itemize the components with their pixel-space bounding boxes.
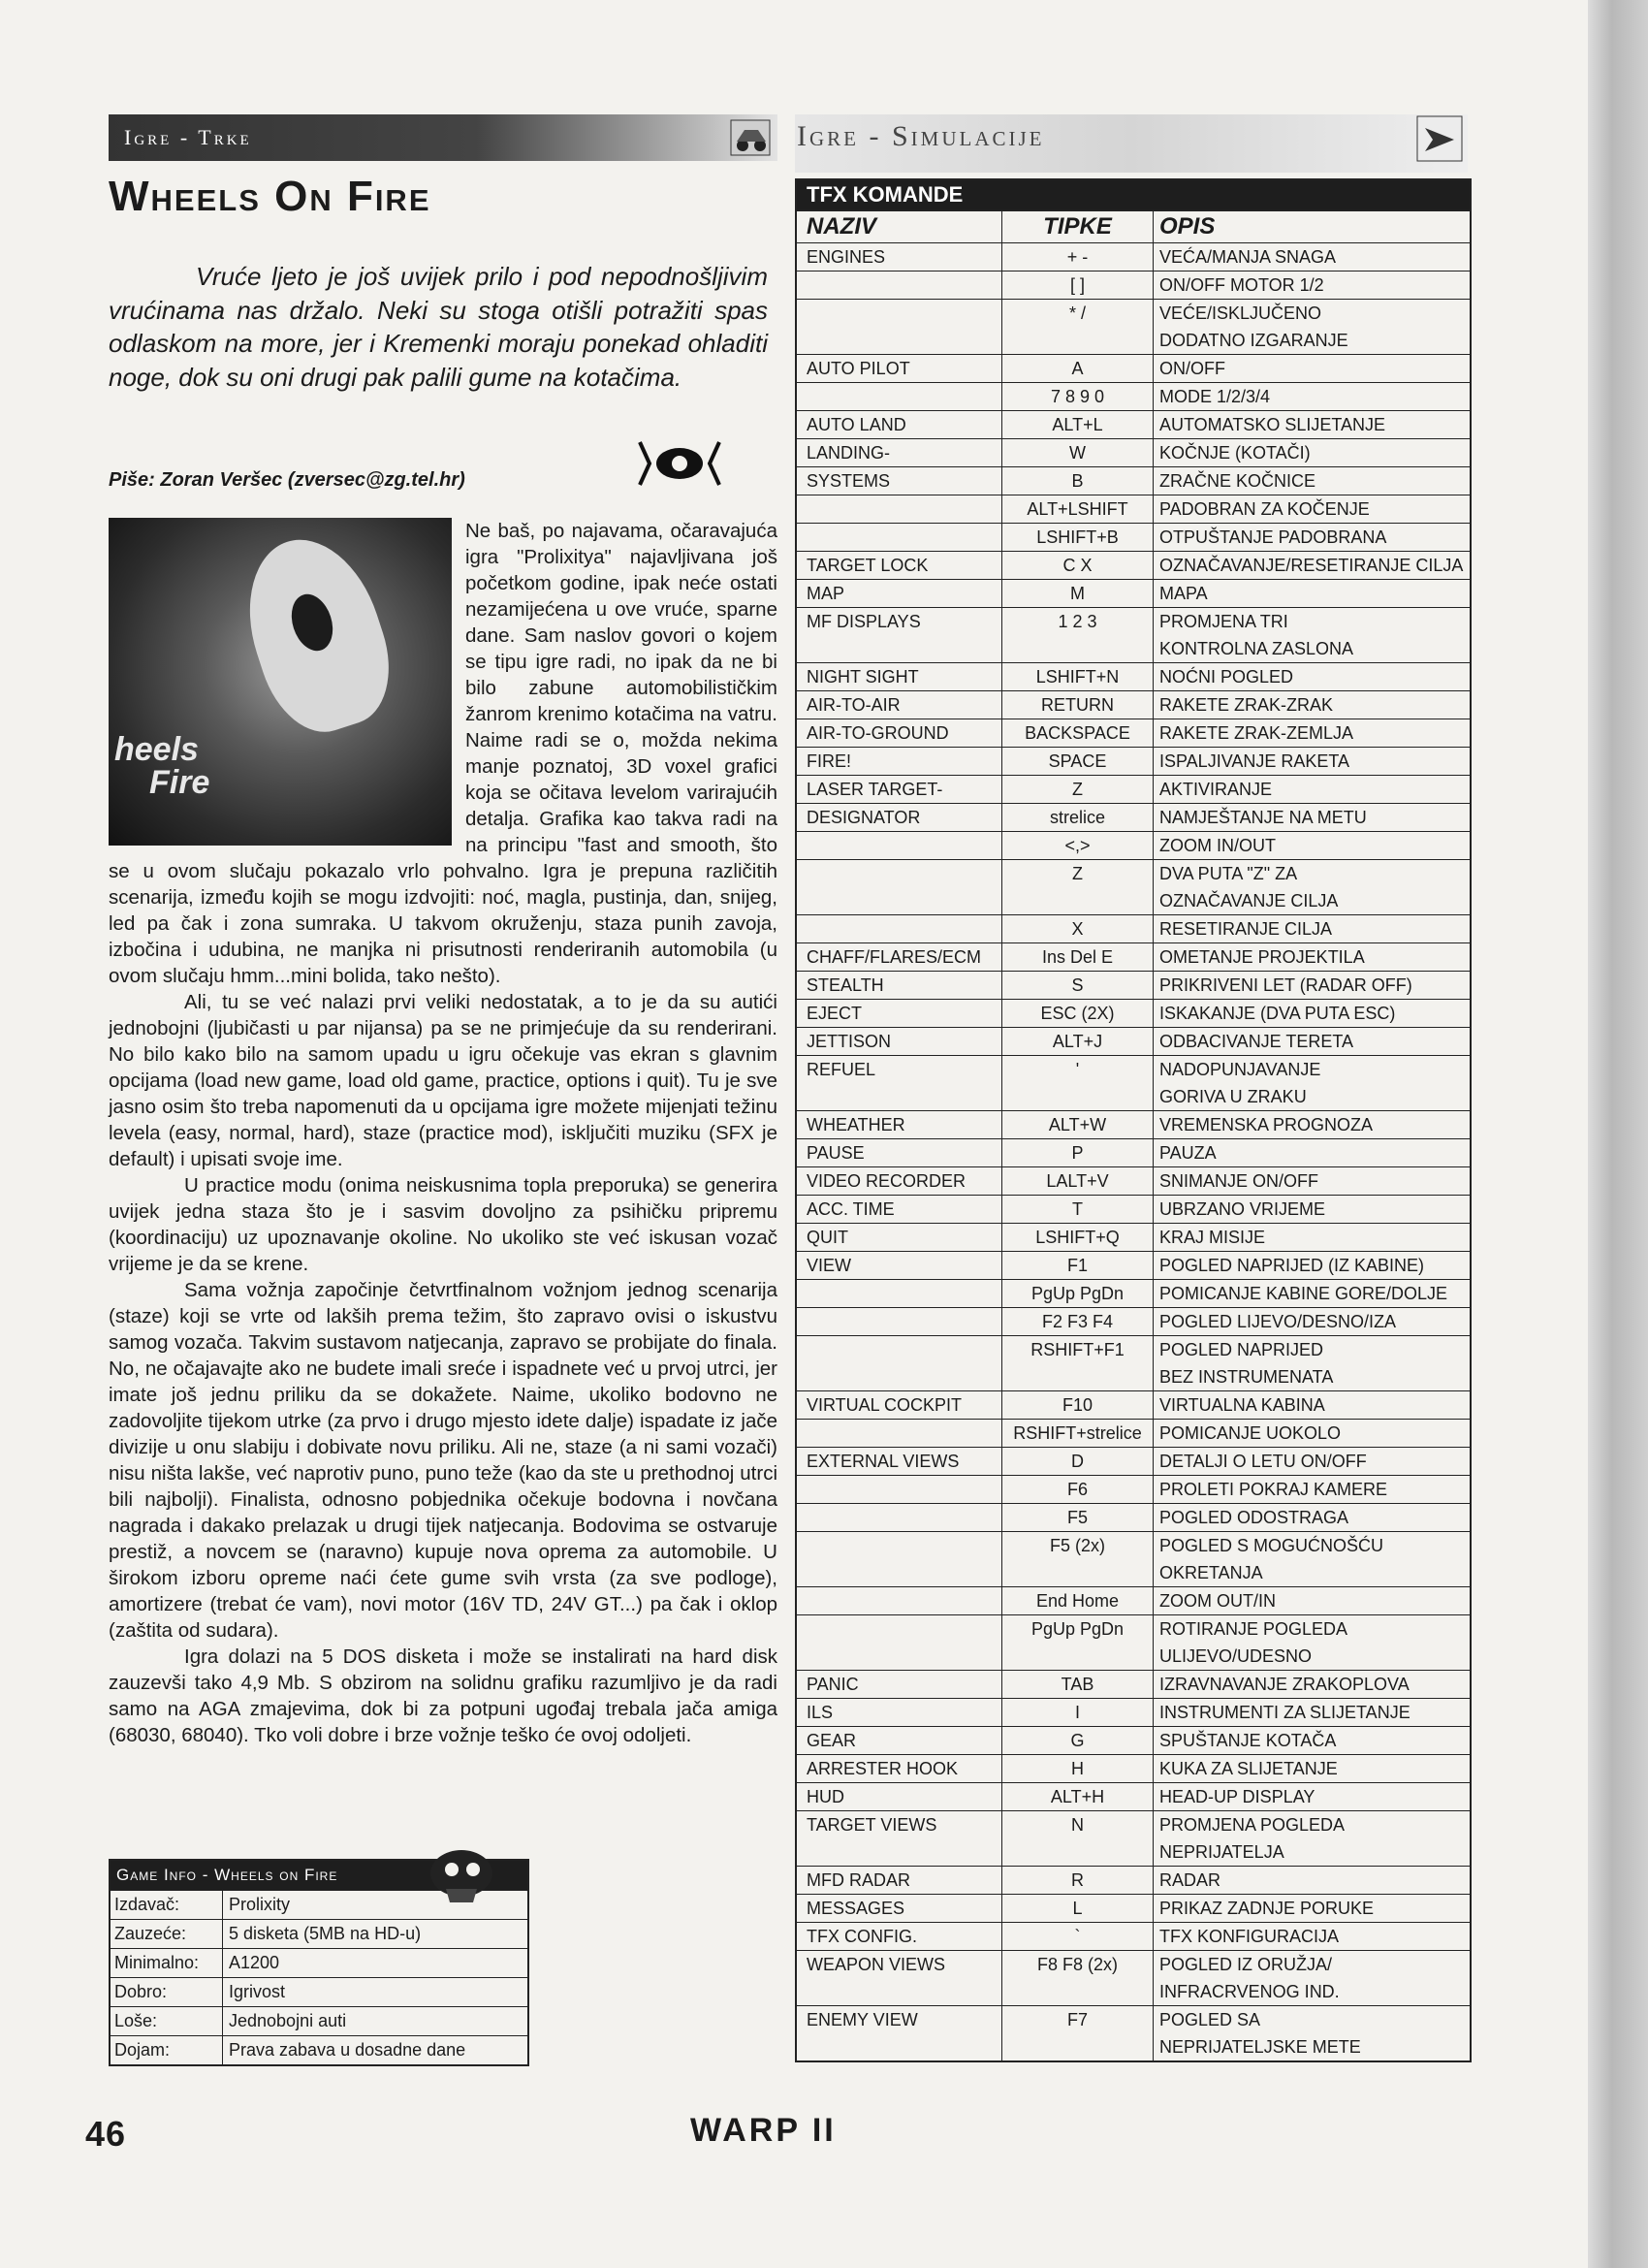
- cell-tipke: R: [1002, 1867, 1154, 1894]
- table-row: [797, 410, 1470, 438]
- byline: Piše: Zoran Veršec (zversec@zg.tel.hr): [109, 469, 465, 491]
- table-row: [797, 1810, 1470, 1866]
- cell-opis: POGLED NAPRIJED (IZ KABINE): [1159, 1256, 1425, 1275]
- cell-tipke: X: [1002, 915, 1154, 942]
- table-row: [797, 1866, 1470, 1894]
- cell-naziv: ENGINES: [797, 243, 1002, 271]
- table-row: [797, 466, 1470, 495]
- cell-tipke: [ ]: [1002, 272, 1154, 299]
- cell-naziv: REFUEL: [797, 1056, 1002, 1110]
- cell-tipke: Z: [1002, 776, 1154, 803]
- game-info-key: Dobro:: [111, 1978, 223, 2006]
- table-row: [797, 942, 1470, 971]
- cell-naziv: [797, 524, 1002, 551]
- table-row: [797, 1307, 1470, 1335]
- table-row: [797, 1166, 1470, 1195]
- game-info-value: Jednobojni auti: [229, 2011, 347, 2030]
- cell-naziv: WEAPON VIEWS: [797, 1951, 1002, 2005]
- table-row: [797, 914, 1470, 942]
- skull-icon: [417, 1842, 504, 1910]
- table-row: [797, 1447, 1470, 1475]
- table-row: [797, 579, 1470, 607]
- cell-naziv: [797, 1615, 1002, 1670]
- cell-naziv: VIDEO RECORDER: [797, 1167, 1002, 1195]
- cell-tipke: + -: [1002, 243, 1154, 271]
- cell-opis: UBRZANO VRIJEME: [1159, 1199, 1326, 1219]
- cell-tipke: LSHIFT+N: [1002, 663, 1154, 690]
- cell-naziv: GEAR: [797, 1727, 1002, 1754]
- cell-naziv: [797, 915, 1002, 942]
- cell-naziv: [797, 832, 1002, 859]
- table-row: [797, 271, 1470, 299]
- cell-tipke: 1 2 3: [1002, 608, 1154, 662]
- article-body: [109, 518, 777, 1748]
- cell-opis: PROMJENA TRI KONTROLNA ZASLONA: [1159, 612, 1354, 658]
- cell-naziv: [797, 272, 1002, 299]
- cell-naziv: [797, 1476, 1002, 1503]
- cell-naziv: AUTO PILOT: [797, 355, 1002, 382]
- cell-naziv: [797, 1308, 1002, 1335]
- cell-tipke: RSHIFT+F1: [1002, 1336, 1154, 1390]
- cell-opis: VREMENSKA PROGNOZA: [1159, 1115, 1374, 1134]
- article-paragraph: Ne baš, po najavama, očaravajuća igra "Prolixitya" najavljivana još početkom godine, ipak neće ostati nezamijećena u ove vruće, sparne dane. Sam naslov govori o kojem se tipu igre radi, no ipak da ne bi bilo zabune automobilističkim žanrom krenimo kotačima na vatru. Naime radi se o, možda nekima manje poznatoj, 3D voxel grafici koja se očitava levelom varirajućih detalja. Grafika kao takva radi na na principu "fast and smooth, što se u ovom slučaju pokazalo vrlo pohvalno. Igra je prepuna različitih scenarija, između kojih se mogu izdvojiti: noć, magla, pustinja, dan, snijeg, led pa čak i zona sumraka. U takvom okruženju, staza punih zavoja, izbočina i udubina, ne manjka ni prisutnosti renderiranih automobila (u ovom slučaju hmm...mini bolida, tako nešto).: [109, 520, 777, 987]
- cell-opis: ZOOM IN/OUT: [1159, 836, 1276, 855]
- cell-opis: POGLED NAPRIJED BEZ INSTRUMENATA: [1159, 1340, 1334, 1387]
- table-row: [797, 1503, 1470, 1531]
- article-lead: [109, 260, 768, 394]
- cell-naziv: STEALTH: [797, 972, 1002, 999]
- game-info-row: [111, 1948, 527, 1977]
- cell-opis: DETALJI O LETU ON/OFF: [1159, 1452, 1367, 1471]
- cell-opis: NOĆNI POGLED: [1159, 667, 1294, 687]
- table-row: [797, 1279, 1470, 1307]
- cell-naziv: MF DISPLAYS: [797, 608, 1002, 662]
- column-header-naziv: NAZIV: [797, 211, 1002, 242]
- table-row: [797, 690, 1470, 719]
- table-row: [797, 1894, 1470, 1922]
- cell-opis: MAPA: [1159, 584, 1208, 603]
- cell-naziv: QUIT: [797, 1224, 1002, 1251]
- tfx-table-body: [797, 242, 1470, 2060]
- cell-naziv: VIRTUAL COCKPIT: [797, 1391, 1002, 1419]
- table-row: [797, 831, 1470, 859]
- cell-tipke: <,>: [1002, 832, 1154, 859]
- cell-opis: NADOPUNJAVANJE GORIVA U ZRAKU: [1159, 1060, 1321, 1106]
- cell-opis: RAKETE ZRAK-ZEMLJA: [1159, 723, 1354, 743]
- cell-opis: ZOOM OUT/IN: [1159, 1591, 1276, 1611]
- cell-naziv: EXTERNAL VIEWS: [797, 1448, 1002, 1475]
- cell-tipke: F5: [1002, 1504, 1154, 1531]
- table-row: [797, 1335, 1470, 1390]
- cell-naziv: SYSTEMS: [797, 467, 1002, 495]
- cell-opis: ODBACIVANJE TERETA: [1159, 1032, 1354, 1051]
- cell-naziv: LASER TARGET-: [797, 776, 1002, 803]
- table-row: [797, 1138, 1470, 1166]
- cell-tipke: M: [1002, 580, 1154, 607]
- cell-tipke: * /: [1002, 300, 1154, 354]
- article-paragraph: Igra dolazi na 5 DOS disketa i može se instalirati na hard disk zauzevši tako 4,9 Mb. S obzirom na solidnu grafiku razumljivo je da radi samo na AGA zmajevima, dok bi za potpuni ugođaj trebala jača amiga (68030, 68040). Tko voli dobre i brze vožnje teško će ovoj odoljeti.: [109, 1645, 777, 1746]
- game-info-value: 5 disketa (5MB na HD-u): [229, 1924, 422, 1943]
- table-row: [797, 1698, 1470, 1726]
- cell-tipke: LALT+V: [1002, 1167, 1154, 1195]
- cell-opis: KOČNJE (KOTAČI): [1159, 443, 1311, 463]
- table-row: [797, 1754, 1470, 1782]
- cell-opis: RADAR: [1159, 1870, 1221, 1890]
- cell-tipke: P: [1002, 1139, 1154, 1166]
- table-row: [797, 523, 1470, 551]
- cell-naziv: ACC. TIME: [797, 1196, 1002, 1223]
- cell-tipke: ALT+J: [1002, 1028, 1154, 1055]
- cell-naziv: MESSAGES: [797, 1895, 1002, 1922]
- cell-naziv: NIGHT SIGHT: [797, 663, 1002, 690]
- game-info-row: [111, 1919, 527, 1948]
- cell-tipke: I: [1002, 1699, 1154, 1726]
- table-row: [797, 495, 1470, 523]
- cell-naziv: TARGET VIEWS: [797, 1811, 1002, 1866]
- table-row: [797, 719, 1470, 747]
- cell-opis: ON/OFF: [1159, 359, 1225, 378]
- table-row: [797, 747, 1470, 775]
- cell-tipke: LSHIFT+Q: [1002, 1224, 1154, 1251]
- cell-opis: PRIKRIVENI LET (RADAR OFF): [1159, 975, 1412, 995]
- cell-naziv: [797, 1420, 1002, 1447]
- page-number: 46: [85, 2114, 127, 2154]
- cell-opis: VEĆE/ISKLJUČENO DODATNO IZGARANJE: [1159, 303, 1348, 350]
- table-row: [797, 242, 1470, 271]
- cell-tipke: F7: [1002, 2006, 1154, 2060]
- cell-tipke: F8 F8 (2x): [1002, 1951, 1154, 2005]
- table-row: [797, 1251, 1470, 1279]
- table-row: [797, 859, 1470, 914]
- table-row: [797, 662, 1470, 690]
- tfx-table-header: [797, 209, 1470, 242]
- section-tag: Igre - Trke: [109, 114, 777, 161]
- cell-opis: ISKAKANJE (DVA PUTA ESC): [1159, 1004, 1396, 1023]
- right-section-tag: Igre - Simulacije: [797, 120, 1045, 152]
- cell-tipke: SPACE: [1002, 748, 1154, 775]
- race-car-icon: [729, 118, 772, 157]
- game-info-row: [111, 2006, 527, 2035]
- cell-naziv: EJECT: [797, 1000, 1002, 1027]
- cell-naziv: ENEMY VIEW: [797, 2006, 1002, 2060]
- game-info-key: Zauzeće:: [111, 1920, 223, 1948]
- cell-naziv: DESIGNATOR: [797, 804, 1002, 831]
- cell-naziv: [797, 300, 1002, 354]
- column-header-tipke: TIPKE: [1002, 211, 1154, 242]
- cell-tipke: C X: [1002, 552, 1154, 579]
- cell-opis: IZRAVNAVANJE ZRAKOPLOVA: [1159, 1675, 1410, 1694]
- cell-opis: KUKA ZA SLIJETANJE: [1159, 1759, 1338, 1778]
- table-row: [797, 1223, 1470, 1251]
- cell-opis: ON/OFF MOTOR 1/2: [1159, 275, 1324, 295]
- cell-opis: PRIKAZ ZADNJE PORUKE: [1159, 1899, 1375, 1918]
- table-row: [797, 1531, 1470, 1586]
- cell-naziv: [797, 1587, 1002, 1614]
- cell-tipke: D: [1002, 1448, 1154, 1475]
- cell-opis: VEĆA/MANJA SNAGA: [1159, 247, 1337, 267]
- magazine-name: WARP II: [690, 2112, 837, 2149]
- cell-tipke: A: [1002, 355, 1154, 382]
- cell-naziv: [797, 495, 1002, 523]
- cell-tipke: S: [1002, 972, 1154, 999]
- cell-naziv: AUTO LAND: [797, 411, 1002, 438]
- cell-naziv: WHEATHER: [797, 1111, 1002, 1138]
- cell-tipke: F1: [1002, 1252, 1154, 1279]
- cell-opis: POGLED SA NEPRIJATELJSKE METE: [1159, 2010, 1361, 2057]
- cell-naziv: ILS: [797, 1699, 1002, 1726]
- table-row: [797, 803, 1470, 831]
- cell-tipke: N: [1002, 1811, 1154, 1866]
- cell-tipke: ALT+W: [1002, 1111, 1154, 1138]
- cell-opis: SPUŠTANJE KOTAČA: [1159, 1731, 1337, 1750]
- cell-opis: RAKETE ZRAK-ZRAK: [1159, 695, 1334, 715]
- cell-opis: POGLED S MOGUĆNOŠĆU OKRETANJA: [1159, 1536, 1384, 1582]
- table-row: [797, 1950, 1470, 2005]
- cell-opis: OZNAČAVANJE/RESETIRANJE CILJA: [1159, 556, 1464, 575]
- cell-tipke: Z: [1002, 860, 1154, 914]
- jet-icon: [1415, 114, 1464, 163]
- cell-opis: POGLED LIJEVO/DESNO/IZA: [1159, 1312, 1397, 1331]
- cell-tipke: PgUp PgDn: [1002, 1615, 1154, 1670]
- cell-tipke: TAB: [1002, 1671, 1154, 1698]
- game-info-title: Game Info - Wheels on Fire: [111, 1861, 527, 1890]
- cell-naziv: FIRE!: [797, 748, 1002, 775]
- cell-tipke: L: [1002, 1895, 1154, 1922]
- article-paragraph: Ali, tu se već nalazi prvi veliki nedostatak, a to je da su autići jednobojni (ljubičasti u par nijansa) pa se ne primjećuje da su renderirani. No bilo kako bilo na samom upadu u igru očekuje vas ekran s glavnim opcijama (load new game, load old game, practice, options i quit). Tu je sve jasno osim što treba napomenuti da u opcijama igre možete mijenjati težinu levela (easy, normal, hard), staze (practice mod), isključiti muziku (SFX je default) i upisati svoje ime.: [109, 991, 777, 1170]
- cell-opis: POMICANJE UOKOLO: [1159, 1423, 1342, 1443]
- cell-naziv: TARGET LOCK: [797, 552, 1002, 579]
- cell-opis: ROTIRANJE POGLEDA ULIJEVO/UDESNO: [1159, 1619, 1348, 1666]
- cell-naziv: LANDING-: [797, 439, 1002, 466]
- game-info-value: Prolixity: [229, 1895, 291, 1914]
- cell-opis: ISPALJIVANJE RAKETA: [1159, 751, 1350, 771]
- table-row: [797, 1055, 1470, 1110]
- game-info-value: Igrivost: [229, 1982, 286, 2001]
- page-edge: [1588, 0, 1648, 2268]
- cell-tipke: End Home: [1002, 1587, 1154, 1614]
- table-row: [797, 1726, 1470, 1754]
- cell-naziv: ARRESTER HOOK: [797, 1755, 1002, 1782]
- table-row: [797, 971, 1470, 999]
- article-paragraph: U practice modu (onima neiskusnima topla preporuka) se generira uvijek jedna staza što je i sasvim dovoljno za psihičku pripremu (koordinaciju) uz upoznavanje okoline. No ukoliko ste već iskusan vozač vrijeme je da se krene.: [109, 1174, 777, 1275]
- cell-tipke: F6: [1002, 1476, 1154, 1503]
- table-row: [797, 1782, 1470, 1810]
- cell-opis: TFX KONFIGURACIJA: [1159, 1927, 1340, 1946]
- table-row: [797, 1390, 1470, 1419]
- cell-naziv: CHAFF/FLARES/ECM: [797, 943, 1002, 971]
- cell-tipke: ALT+LSHIFT: [1002, 495, 1154, 523]
- cell-naziv: [797, 860, 1002, 914]
- cell-opis: AKTIVIRANJE: [1159, 780, 1273, 799]
- cell-tipke: `: [1002, 1923, 1154, 1950]
- cell-tipke: G: [1002, 1727, 1154, 1754]
- game-info-key: Loše:: [111, 2007, 223, 2035]
- table-row: [797, 1475, 1470, 1503]
- game-info-value: Prava zabava u dosadne dane: [229, 2040, 466, 2060]
- cell-tipke: B: [1002, 467, 1154, 495]
- table-row: [797, 382, 1470, 410]
- cell-tipke: 7 8 9 0: [1002, 383, 1154, 410]
- cell-tipke: H: [1002, 1755, 1154, 1782]
- cell-tipke: F2 F3 F4: [1002, 1308, 1154, 1335]
- cell-naziv: AIR-TO-AIR: [797, 691, 1002, 719]
- cell-naziv: [797, 1336, 1002, 1390]
- table-row: [797, 1922, 1470, 1950]
- cell-opis: PADOBRAN ZA KOČENJE: [1159, 499, 1370, 519]
- cell-tipke: W: [1002, 439, 1154, 466]
- table-row: [797, 1614, 1470, 1670]
- tfx-table-title: TFX KOMANDE: [797, 180, 1470, 209]
- cell-naziv: [797, 1504, 1002, 1531]
- screenshot-logo-line1: heels: [114, 731, 199, 768]
- table-row: [797, 2005, 1470, 2060]
- cell-opis: HEAD-UP DISPLAY: [1159, 1787, 1315, 1806]
- cell-naziv: JETTISON: [797, 1028, 1002, 1055]
- cell-opis: SNIMANJE ON/OFF: [1159, 1171, 1319, 1191]
- cell-tipke: RSHIFT+strelice: [1002, 1420, 1154, 1447]
- cell-opis: PROMJENA POGLEDA NEPRIJATELJA: [1159, 1815, 1346, 1862]
- table-row: [797, 775, 1470, 803]
- cell-tipke: PgUp PgDn: [1002, 1280, 1154, 1307]
- cell-opis: OMETANJE PROJEKTILA: [1159, 947, 1365, 967]
- cell-naziv: [797, 1280, 1002, 1307]
- table-row: [797, 354, 1470, 382]
- cell-opis: ZRAČNE KOČNICE: [1159, 471, 1316, 491]
- table-row: [797, 299, 1470, 354]
- spaceship-icon: [636, 434, 723, 491]
- game-info-row: [111, 1977, 527, 2006]
- cell-naziv: AIR-TO-GROUND: [797, 719, 1002, 747]
- table-row: [797, 1110, 1470, 1138]
- cell-opis: PROLETI POKRAJ KAMERE: [1159, 1480, 1388, 1499]
- cell-opis: NAMJEŠTANJE NA METU: [1159, 808, 1367, 827]
- game-info-row: [111, 2035, 527, 2064]
- table-row: [797, 1195, 1470, 1223]
- cell-opis: POGLED IZ ORUŽJA/ INFRACRVENOG IND.: [1159, 1955, 1340, 2001]
- cell-opis: PAUZA: [1159, 1143, 1217, 1163]
- cell-naziv: MFD RADAR: [797, 1867, 1002, 1894]
- cell-opis: OTPUŠTANJE PADOBRANA: [1159, 527, 1387, 547]
- cell-opis: KRAJ MISIJE: [1159, 1228, 1266, 1247]
- cell-opis: POMICANJE KABINE GORE/DOLJE: [1159, 1284, 1448, 1303]
- article-paragraph: Sama vožnja započinje četvrtfinalnom vožnjom jednog scenarija (staze) koji se vrte od lakših prema težim, što zapravo ovisi o iskustvu samog vozača. Takvim sustavom natjecanja, zapravo se probijate do finala. No, ne očajavajte ako ne budete imali sreće i ispadnete već u prvoj utrci, jer imate još jednu priliku da se dokažete. Naime, ukoliko bodovno ne zadovoljite tijekom utrke (za prvo i drugo mjesto idete dalje) ispadate iz jače divizije u onu slabiju i dobivate novu priliku. Ali ne, staze (a ni sami vozači) nisu ništa lakše, već naprotiv puno, puno teže (kao da ste u prethodnoj utrci bili najbolji). Finalista, odnosno pobjednika očekuje bodovna i novčana nagrada i dakako prelazak u drugi tijek natjecanja. Bodovima se ostvaruje prestiž, a novcem se (naravno) kupuje nova oprema za automobile. U širokom izboru opreme naći ćete gume svih vrsta (za sve podloge), amortizere (trebat će vam), novi motor (16V TD, 24V GT...) pa čak i oklop (zaštita od sudara).: [109, 1279, 777, 1642]
- game-info-key: Minimalno:: [111, 1949, 223, 1977]
- game-info-key: Izdavač:: [111, 1891, 223, 1919]
- cell-tipke: ALT+L: [1002, 411, 1154, 438]
- cell-opis: POGLED ODOSTRAGA: [1159, 1508, 1349, 1527]
- cell-tipke: T: [1002, 1196, 1154, 1223]
- screenshot-logo-line2: Fire: [149, 764, 210, 801]
- cell-tipke: Ins Del E: [1002, 943, 1154, 971]
- cell-naziv: TFX CONFIG.: [797, 1923, 1002, 1950]
- cell-opis: AUTOMATSKO SLIJETANJE: [1159, 415, 1386, 434]
- cell-tipke: ESC (2X): [1002, 1000, 1154, 1027]
- cell-tipke: BACKSPACE: [1002, 719, 1154, 747]
- cell-tipke: LSHIFT+B: [1002, 524, 1154, 551]
- cell-opis: RESETIRANJE CILJA: [1159, 919, 1333, 939]
- table-row: [797, 1586, 1470, 1614]
- article-title: Wheels On Fire: [109, 173, 431, 220]
- game-info-value: A1200: [229, 1953, 280, 1972]
- cell-opis: MODE 1/2/3/4: [1159, 387, 1271, 406]
- table-row: [797, 607, 1470, 662]
- lead-text: Vruće ljeto je još uvijek prilo i pod nepodnošljivim vrućinama nas držalo. Neki su stoga otišli potražiti spas odlaskom na more, jer i Kremenki moraju ponekad ohladiti noge, dok su oni drugi pak palili gume na kotačima.: [109, 262, 768, 392]
- table-row: [797, 438, 1470, 466]
- table-row: [797, 551, 1470, 579]
- cell-tipke: ': [1002, 1056, 1154, 1110]
- cell-naziv: MAP: [797, 580, 1002, 607]
- cell-naziv: HUD: [797, 1783, 1002, 1810]
- cell-naziv: VIEW: [797, 1252, 1002, 1279]
- cell-tipke: strelice: [1002, 804, 1154, 831]
- game-info-key: Dojam:: [111, 2036, 223, 2064]
- cell-naziv: PANIC: [797, 1671, 1002, 1698]
- table-row: [797, 999, 1470, 1027]
- cell-tipke: F10: [1002, 1391, 1154, 1419]
- cell-naziv: [797, 1532, 1002, 1586]
- cell-naziv: [797, 383, 1002, 410]
- cell-tipke: RETURN: [1002, 691, 1154, 719]
- cell-tipke: F5 (2x): [1002, 1532, 1154, 1586]
- cell-naziv: PAUSE: [797, 1139, 1002, 1166]
- cell-tipke: ALT+H: [1002, 1783, 1154, 1810]
- cell-opis: VIRTUALNA KABINA: [1159, 1395, 1325, 1415]
- column-header-opis: OPIS: [1159, 213, 1216, 240]
- table-row: [797, 1027, 1470, 1055]
- tfx-commands-table: [795, 178, 1472, 2062]
- table-row: [797, 1670, 1470, 1698]
- screenshot-spacer: [109, 518, 465, 853]
- table-row: [797, 1419, 1470, 1447]
- cell-opis: INSTRUMENTI ZA SLIJETANJE: [1159, 1703, 1410, 1722]
- cell-opis: DVA PUTA "Z" ZA OZNAČAVANJE CILJA: [1159, 864, 1339, 910]
